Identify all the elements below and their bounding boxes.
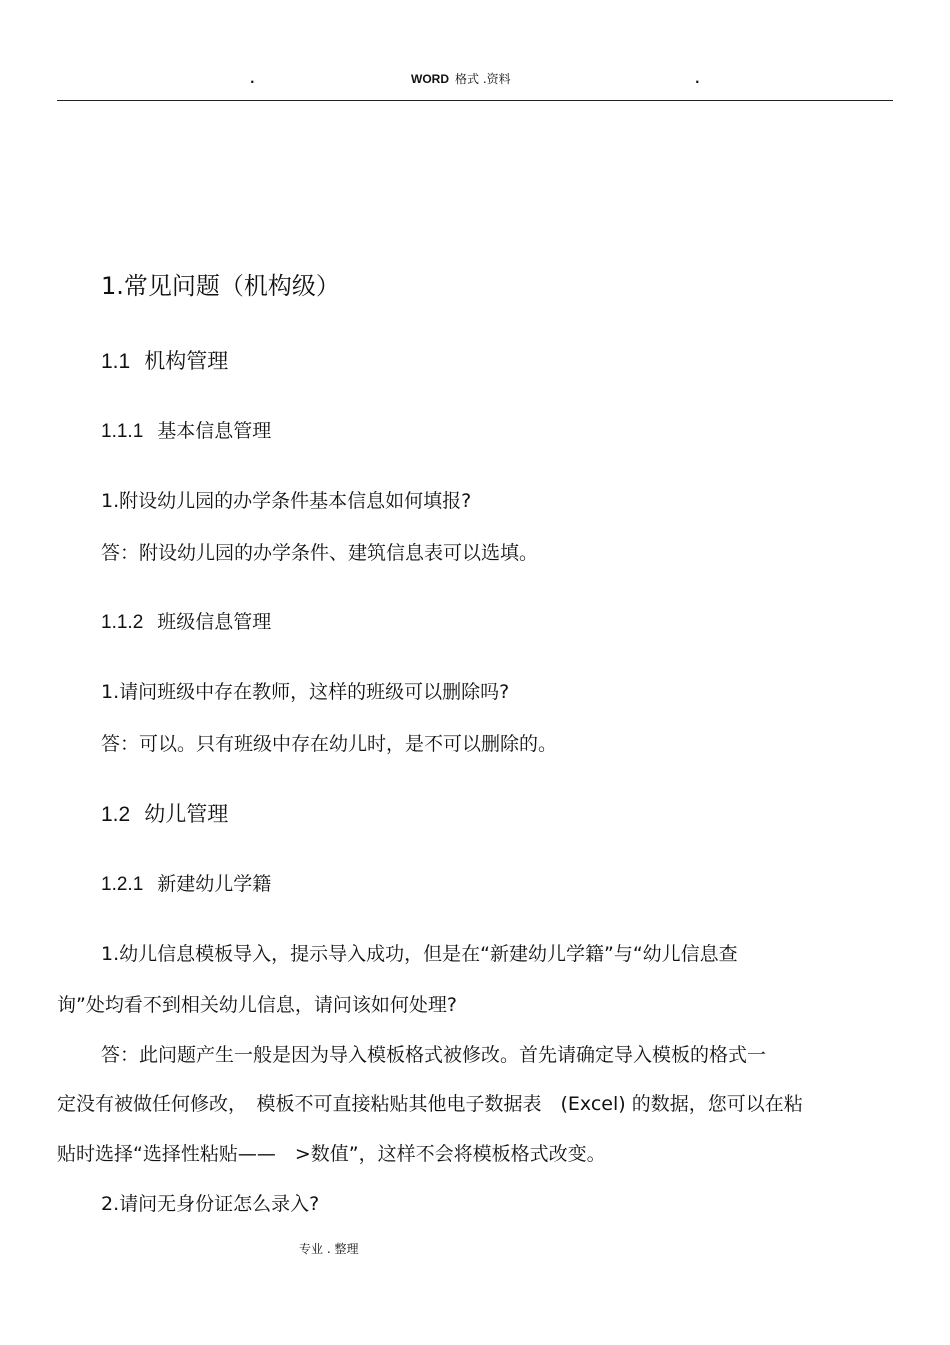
- section-1-1-2-heading: [101, 607, 271, 634]
- question-3-line-2: 询”处均看不到相关幼儿信息，请问该如何处理?: [57, 994, 457, 1016]
- header-right-dot: .: [695, 72, 700, 86]
- section-1-2-1-heading: [101, 869, 271, 896]
- answer-2: 答：可以。只有班级中存在幼儿时，是不可以删除的。: [101, 733, 558, 755]
- header-left-dot: .: [250, 72, 255, 86]
- question-1: 1.附设幼儿园的办学条件基本信息如何填报?: [101, 490, 472, 512]
- section-title: 新建幼儿学籍: [157, 873, 272, 895]
- question-4: 2.请问无身份证怎么录入?: [101, 1193, 320, 1215]
- section-1-2-heading: [101, 798, 228, 828]
- page-header: [57, 64, 893, 101]
- section-number: 1.2: [101, 803, 131, 826]
- header-format-text: 格式 .资料: [455, 72, 511, 86]
- section-number: 1.1.2: [101, 612, 144, 633]
- answer-3-line-3: 贴时选择“选择性粘贴—— >数值”，这样不会将模板格式改变。: [57, 1143, 606, 1165]
- section-number: 1.1: [101, 350, 131, 373]
- section-1-1-heading: [101, 345, 228, 375]
- header-word: WORD: [411, 72, 449, 86]
- section-title: 基本信息管理: [157, 420, 272, 442]
- section-number: 1.2.1: [101, 874, 144, 895]
- section-number: 1.1.1: [101, 421, 144, 442]
- section-title: 机构管理: [144, 349, 229, 373]
- question-2: 1.请问班级中存在教师，这样的班级可以删除吗?: [101, 681, 510, 703]
- page-footer: 专业 . 整理: [299, 1242, 359, 1256]
- section-1-1-1-heading: [101, 416, 271, 443]
- answer-3-line-1: 答：此问题产生一般是因为导入模板格式被修改。首先请确定导入模板的格式一: [101, 1044, 767, 1066]
- chapter-title: 1.常见问题（机构级）: [101, 272, 340, 300]
- answer-1: 答：附设幼儿园的办学条件、建筑信息表可以选填。: [101, 542, 539, 564]
- header-title: [411, 70, 511, 87]
- question-3-line-1: 1.幼儿信息模板导入，提示导入成功，但是在“新建幼儿学籍”与“幼儿信息查: [101, 943, 738, 965]
- answer-3-line-2: 定没有被做任何修改， 模板不可直接粘贴其他电子数据表 (Excel) 的数据，您可以在粘: [57, 1093, 803, 1115]
- section-title: 班级信息管理: [157, 611, 272, 633]
- section-title: 幼儿管理: [144, 802, 229, 826]
